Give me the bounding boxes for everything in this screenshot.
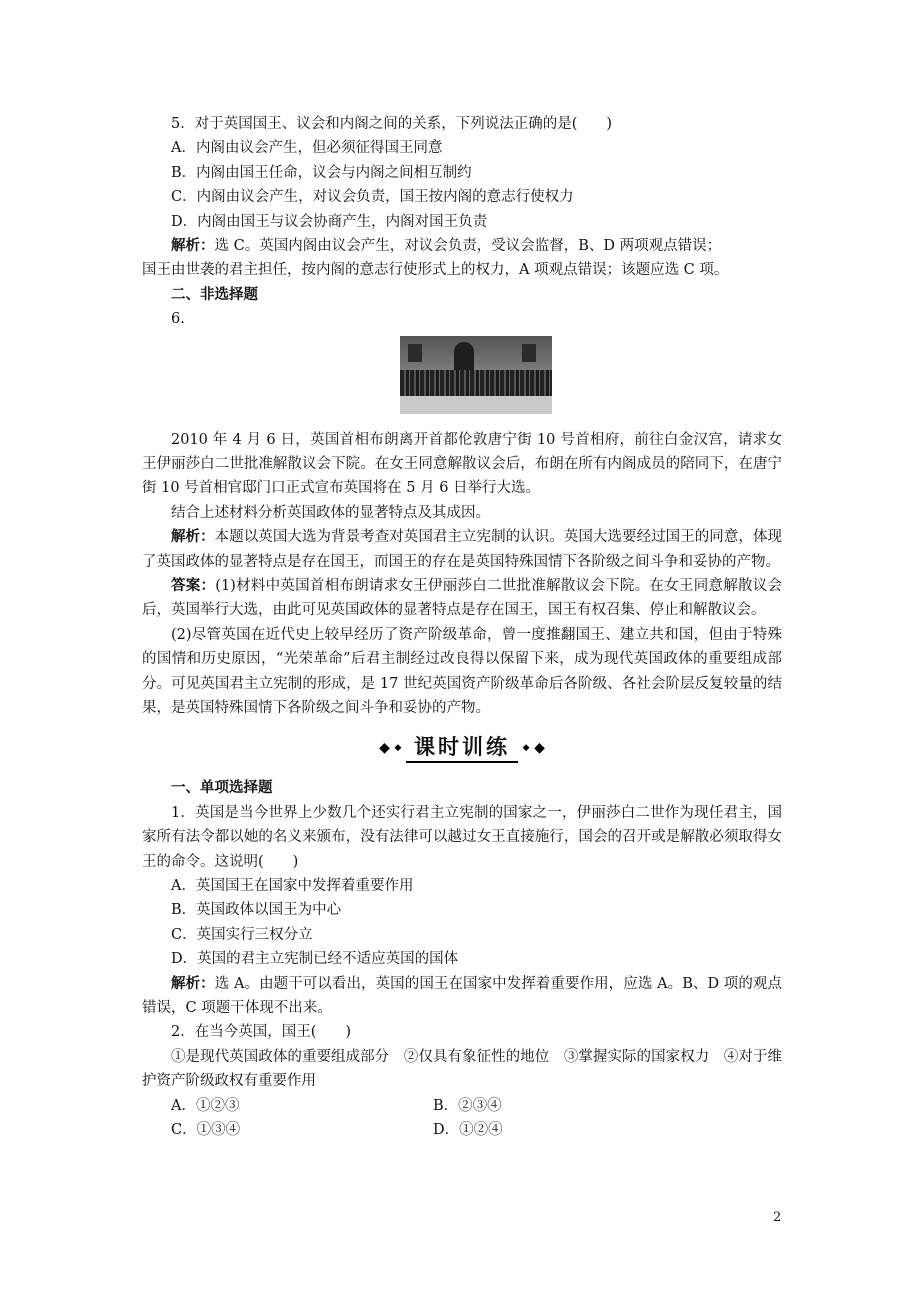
exercise-1-option-b: B．英国政体以国王为中心 (171, 902, 342, 919)
question-5-stem: 5．对于英国国王、议会和内阁之间的关系，下列说法正确的是( ) (171, 116, 613, 132)
analysis-text: 选 A。由题干可以看出，英国的国王在国家中发挥着重要作用，应选 A。B、D 项的观点错误，C 项题干体现不出来。 (142, 975, 782, 1016)
question-6-number: 6. (171, 311, 185, 328)
question-6-material: 2010 年 4 月 6 日，英国首相布朗离开首都伦敦唐宁街 10 号首相府，前往白金汉宫，请求女王伊丽莎白二世批准解散议会下院。在女王同意解散议会后，布朗在所有内阁成员的陪同下，在唐宁街 10 号首相官邸门口正式宣布英国将在 5 月 6 日举行大选。 (142, 431, 782, 497)
diamond-icon: ◆ (534, 740, 545, 757)
section-heading-non-choice: 二、非选择题 (171, 285, 258, 303)
question-6-prompt: 结合上述材料分析英国政体的显著特点及其成因。 (171, 504, 490, 521)
analysis-text: 选 C。英国内阁由议会产生，对议会负责，受议会监督，B、D 两项观点错误； (214, 237, 722, 254)
answer-label: 答案： (171, 576, 216, 594)
exercise-1-stem: 1．英国是当今世界上少数几个还实行君主立宪制的国家之一，伊丽莎白二世作为现任君主，国家所有法令都以她的名义来颁布，没有法律可以越过女王直接施行，国会的召开或是解散必须取得女王的命令。这说明( ) (142, 804, 782, 870)
question-5-analysis-line1 (142, 234, 782, 258)
small-diamond-icon: ◆ (522, 743, 530, 754)
section-heading-single-choice: 一、单项选择题 (171, 779, 273, 797)
page-content (142, 112, 782, 1142)
exercise-1-option-a: A．英国国王在国家中发挥着重要作用 (171, 878, 414, 894)
exercise-2-options-row2 (142, 1118, 782, 1142)
analysis-text: 本题以英国大选为背景考查对英国君主立宪制的认识。英国大选要经过国王的同意，体现了英国政体的显著特点是存在国王，而国王的存在是英国特殊国情下各阶级之间斗争和妥协的产物。 (142, 529, 783, 570)
small-diamond-icon: ◆ (394, 743, 402, 754)
exercise-1-option-d: D．英国的君主立宪制已经不适应英国的国体 (171, 951, 459, 968)
question-5-analysis-line2: 国王由世袭的君主担任，按内阁的意志行使形式上的权力，A 项观点错误；该题应选 C 项。 (142, 262, 729, 279)
question-5-option-d: D．内阁由国王与议会协商产生，内阁对国王负责 (171, 213, 488, 230)
photo-container (142, 336, 782, 422)
exercise-1-option-c: C．英国实行三权分立 (171, 926, 313, 943)
exercise-2-option-b: B．②③④ (433, 1097, 502, 1114)
exercise-2-option-d: D．①②④ (433, 1121, 503, 1138)
analysis-label: 解析： (171, 528, 215, 546)
question-5-option-c: C．内阁由议会产生，对议会负责，国王按内阁的意志行使权力 (171, 189, 574, 206)
downing-street-photo (400, 336, 552, 414)
question-6-answer-1 (142, 574, 782, 623)
question-5-option-a: A．内阁由议会产生，但必须征得国王同意 (171, 140, 443, 157)
exercise-2-option-c: C．①③④ (171, 1121, 241, 1138)
exercise-2-option-a: A．①②③ (171, 1097, 240, 1114)
question-6-answer-2: (2)尽管英国在近代史上较早经历了资产阶级革命，曾一度推翻国王、建立共和国，但由于特殊的国情和历史原因，“光荣革命”后君主制经过改良得以保留下来，成为现代英国政体的重要组成部分。可见英国君主立宪制的形成，是 17 世纪英国资产阶级革命后各阶级、各社会阶层反复较量的结果，是英国特殊国情下各阶级之间斗争和妥协的产物。 (142, 626, 782, 716)
exercise-1-analysis (142, 972, 782, 1021)
page-number: 2 (773, 1210, 782, 1225)
question-6-analysis (142, 525, 782, 574)
answer-text: (1)材料中英国首相布朗请求女王伊丽莎白二世批准解散议会下院。在女王同意解散议会后，英国举行大选，由此可见英国政体的显著特点是存在国王，国王有权召集、停止和解散议会。 (142, 577, 783, 619)
exercise-2-items: ①是现代英国政体的重要组成部分 ②仅具有象征性的地位 ③掌握实际的国家权力 ④对于维护资产阶级政权有重要作用 (142, 1048, 782, 1090)
banner-title: 课时训练 (406, 733, 518, 763)
question-5-option-b: B．内阁由国王任命，议会与内阁之间相互制约 (171, 164, 472, 181)
analysis-label: 解析： (171, 974, 215, 992)
section-banner (142, 728, 782, 768)
diamond-icon: ◆ (379, 740, 390, 757)
exercise-2-options-row1 (142, 1094, 782, 1118)
analysis-label: 解析： (171, 236, 215, 254)
exercise-2-stem: 2．在当今英国，国王( ) (171, 1024, 352, 1041)
